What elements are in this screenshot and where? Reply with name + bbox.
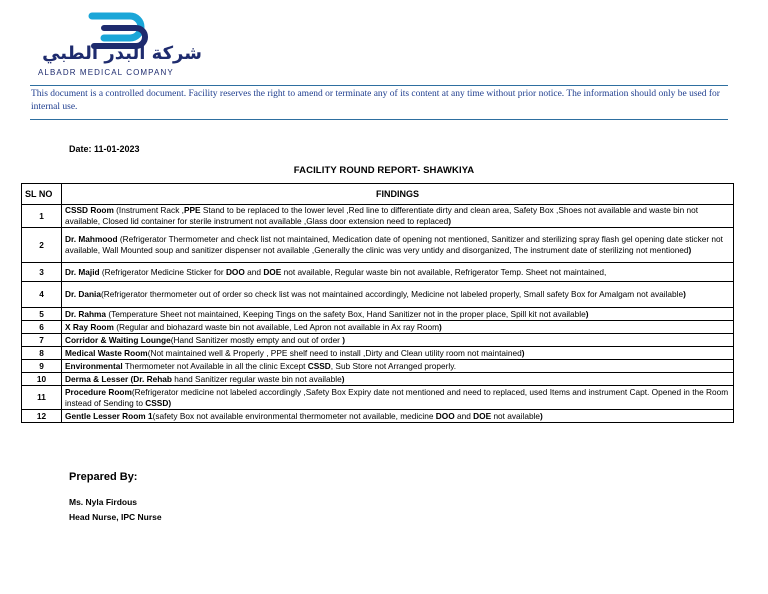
- controlled-document-disclaimer: This document is a controlled document. Facility reserves the right to amend or terminate any of its content at any time without prior notice. The information should only be used for internal use.: [31, 89, 720, 112]
- finding-cell: [62, 308, 734, 321]
- findings-header: FINDINGS: [62, 184, 734, 205]
- sl-no-cell: 6: [22, 321, 62, 334]
- finding-text-segment: DOO: [225, 266, 245, 277]
- table-row: [22, 386, 734, 410]
- finding-text-segment: DOO: [435, 410, 455, 421]
- finding-text-segment: (Not maintained well & Properly , PPE shelf need to install ,Dirty and Clean utility room not maintained: [147, 347, 522, 358]
- finding-cell: [62, 410, 734, 423]
- company-logo: [34, 10, 214, 76]
- findings-table: [21, 183, 734, 423]
- table-row: [22, 321, 734, 334]
- finding-cell: [62, 373, 734, 386]
- table-row: [22, 282, 734, 308]
- finding-text-segment: CSSD: [307, 360, 331, 371]
- finding-text-segment: not available, Regular waste bin not available, Refrigerator Temp. Sheet not maintained,: [281, 266, 607, 277]
- finding-text-segment: ): [168, 397, 172, 408]
- report-date: Date: 11-01-2023: [69, 144, 140, 154]
- table-row: [22, 373, 734, 386]
- table-row: [22, 263, 734, 282]
- finding-text-segment: (Hand Sanitizer mostly empty and out of order: [170, 334, 343, 345]
- company-name-english: ALBADR MEDICAL COMPANY: [38, 68, 174, 77]
- preparer-role: Head Nurse, IPC Nurse: [69, 512, 162, 522]
- finding-text-segment: ): [585, 308, 589, 319]
- finding-text-segment: (Refrigerator thermometer out of order so check list was not maintained accordingly, Medicine not labeled properly, Small safety Box for Amalgam not available: [100, 289, 684, 299]
- report-title: FACILITY ROUND REPORT- SHAWKIYA: [293, 165, 475, 176]
- finding-text-segment: Stand to be replaced to the lower level ,Red line to differentiate dirty and clean area, Safety Box ,Shoes not available and waste bin not available, Closed lid container for sterile instrument not available ,Glass door extension need to replaced: [65, 205, 699, 226]
- finding-text-segment: Dr. Dania: [65, 289, 101, 299]
- finding-cell: [62, 205, 734, 228]
- finding-text-segment: ): [688, 245, 692, 255]
- table-row: [22, 228, 734, 263]
- finding-text-segment: CSSD: [145, 397, 169, 408]
- finding-cell: [62, 263, 734, 282]
- company-name-arabic: شركة البدر الطبي: [42, 43, 202, 64]
- sl-no-cell: 12: [22, 410, 62, 423]
- finding-cell: [62, 347, 734, 360]
- table-row: [22, 308, 734, 321]
- sl-no-cell: 3: [22, 263, 62, 282]
- finding-text-segment: DOE: [263, 266, 282, 277]
- finding-text-segment: ): [521, 347, 525, 358]
- finding-text-segment: Dr. Rahma: [65, 308, 109, 319]
- finding-cell: [62, 228, 734, 263]
- finding-text-segment: Corridor & Waiting Lounge: [65, 334, 171, 345]
- finding-text-segment: Dr. Majid: [65, 266, 102, 277]
- table-row: [22, 205, 734, 228]
- finding-cell: [62, 334, 734, 347]
- sl-no-cell: 2: [22, 228, 62, 263]
- sl-no-cell: 8: [22, 347, 62, 360]
- sl-no-cell: 5: [22, 308, 62, 321]
- header-divider-top: [30, 85, 728, 86]
- sl-no-cell: 4: [22, 282, 62, 308]
- finding-text-segment: Gentle Lesser Room 1: [65, 410, 153, 421]
- header-divider-bottom: [30, 119, 728, 120]
- finding-text-segment: ): [683, 289, 686, 299]
- finding-text-segment: PPE: [183, 205, 201, 215]
- sl-no-header: SL NO: [22, 184, 62, 205]
- findings-table-body: [22, 205, 734, 423]
- finding-text-segment: Environmental: [65, 360, 123, 371]
- finding-text-segment: , Sub Store not Arranged properly.: [330, 360, 457, 371]
- preparer-name: Ms. Nyla Firdous: [69, 497, 138, 507]
- finding-text-segment: ): [341, 373, 345, 384]
- finding-cell: [62, 321, 734, 334]
- prepared-by-heading: Prepared By:: [69, 471, 138, 483]
- finding-cell: [62, 282, 734, 308]
- sl-no-cell: 10: [22, 373, 62, 386]
- table-row: [22, 410, 734, 423]
- sl-no-cell: 7: [22, 334, 62, 347]
- finding-text-segment: Medical Waste Room: [65, 347, 148, 358]
- finding-text-segment: Derma & Lesser (Dr. Rehab: [65, 373, 172, 384]
- finding-text-segment: not available: [491, 410, 541, 421]
- finding-text-segment: (Refrigerator Medicine Sticker for: [101, 266, 226, 277]
- finding-text-segment: ): [439, 321, 442, 332]
- table-row: [22, 334, 734, 347]
- finding-text-segment: (Temperature Sheet not maintained, Keeping Tings on the safety Box, Hand Sanitizer not in the proper place, Spill kit not available: [108, 308, 586, 319]
- finding-cell: [62, 386, 734, 410]
- finding-text-segment: DOE: [473, 410, 492, 421]
- finding-text-segment: and: [244, 266, 264, 277]
- table-header-row: [22, 184, 734, 205]
- table-row: [22, 347, 734, 360]
- finding-text-segment: (safety Box not available environmental thermometer not available, medicine: [152, 410, 436, 421]
- table-row: [22, 360, 734, 373]
- finding-text-segment: (Refrigerator medicine not labeled accordingly ,Safety Box Expiry date not mentioned and need to replaced, used Items and instrument Capt. Opened in the Room instead of Sending to: [65, 386, 729, 408]
- finding-text-segment: hand Sanitizer regular waste bin not available: [171, 373, 342, 384]
- finding-text-segment: Thermometer not Available in all the clinic Except: [122, 360, 308, 371]
- finding-text-segment: and: [454, 410, 474, 421]
- finding-text-segment: ): [448, 216, 452, 226]
- sl-no-cell: 9: [22, 360, 62, 373]
- sl-no-cell: 1: [22, 205, 62, 228]
- finding-cell: [62, 360, 734, 373]
- finding-text-segment: ): [540, 410, 543, 421]
- finding-text-segment: ): [342, 334, 346, 345]
- finding-text-segment: Procedure Room: [65, 386, 132, 397]
- finding-text-segment: CSSD Room: [65, 205, 117, 215]
- finding-text-segment: Dr. Mahmood: [65, 234, 120, 244]
- finding-text-segment: (Instrument Rack ,: [116, 205, 184, 215]
- finding-text-segment: X Ray Room: [65, 321, 117, 332]
- sl-no-cell: 11: [22, 386, 62, 410]
- finding-text-segment: (Regular and biohazard waste bin not available, Led Apron not available in Ax ray Room: [116, 321, 440, 332]
- finding-text-segment: (Refrigerator Thermometer and check list not maintained, Medication date of opening not mentioned, Sanitizer and sterilizing spray flash gel opening date sticker not available, Wall Mounted soup and sanitizer dispenser not available ,Generally the clinic was very untidy and disorganized, The instrument date of sterilizing not mentioned: [65, 234, 723, 255]
